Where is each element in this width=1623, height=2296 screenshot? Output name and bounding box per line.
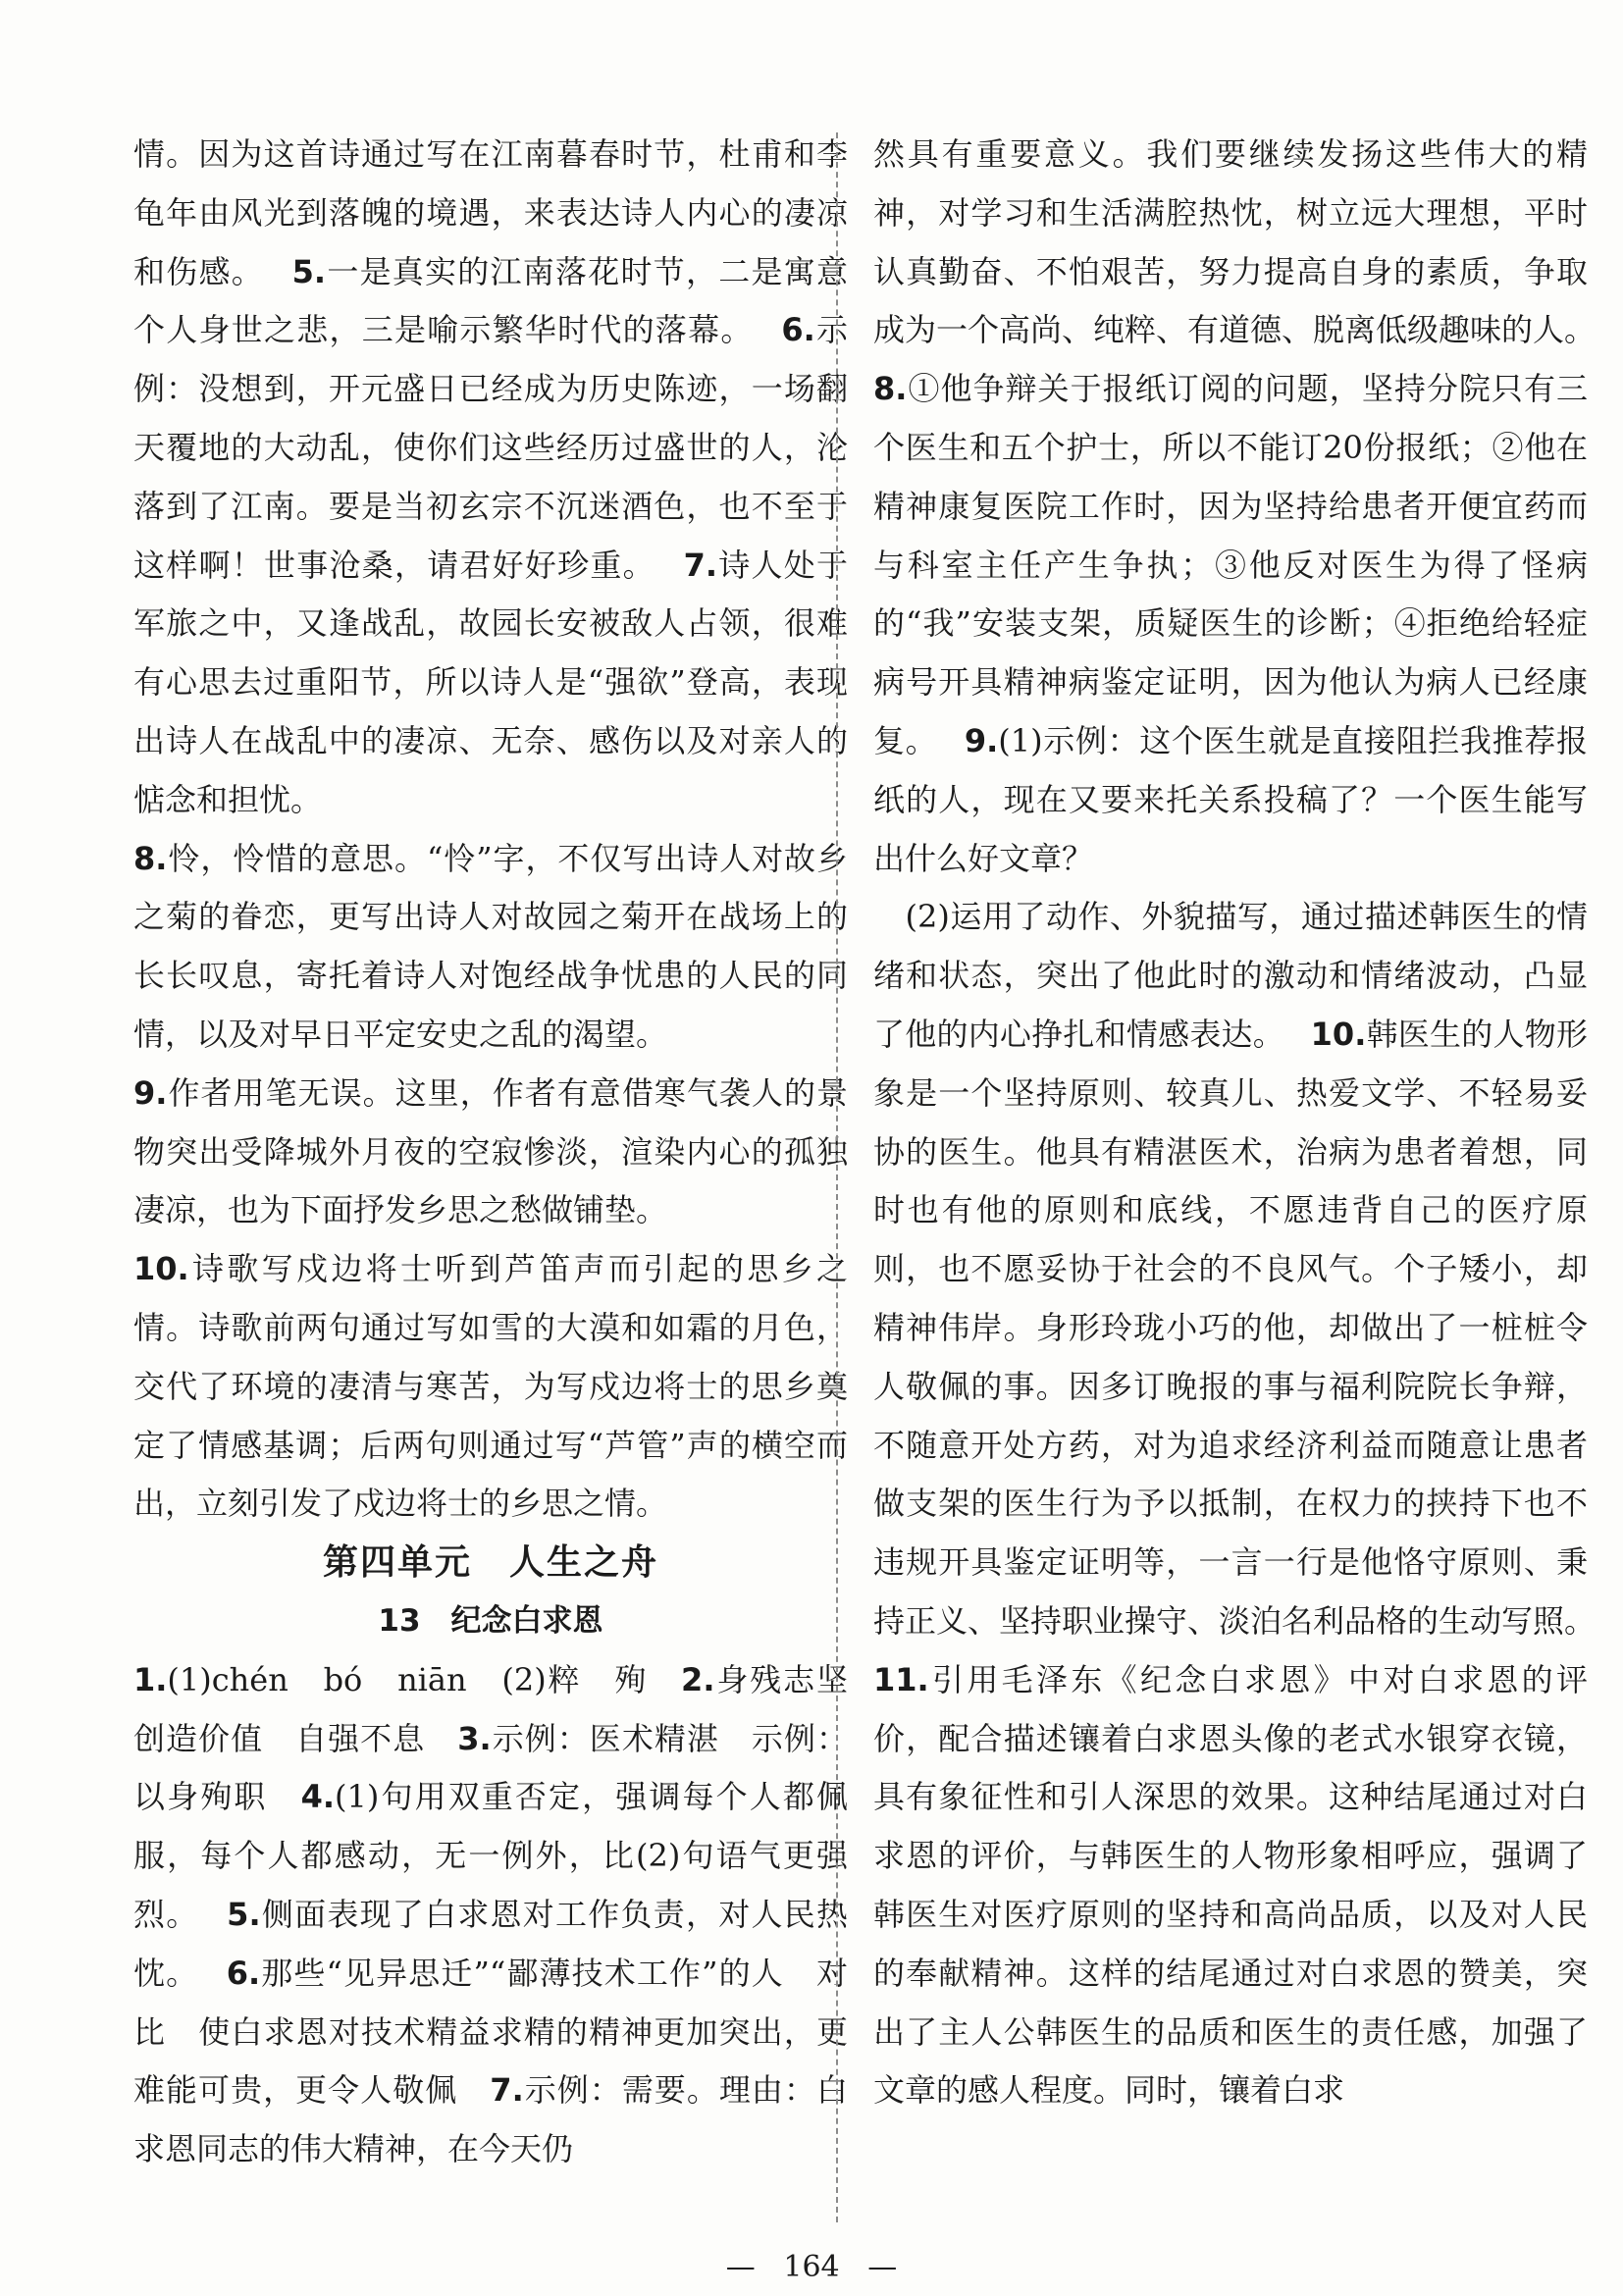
column-divider xyxy=(836,132,838,2222)
answer-paragraph: (2)运用了动作、外貌描写，通过描述韩医生的情绪和状态，突出了他此时的激动和情绪波动，凸显了他的内心挣扎和情感表达。 10.韩医生的人物形象是一个坚持原则、较真儿、热爱文学、不轻易妥协的医生。他具有精湛医术，治病为患者着想，同时也有他的原则和底线，不愿违背自己的医疗原则，也不愿妥协于社会的不良风气。个子矮小，却精神伟岸。身形玲珑小巧的他，却做出了一桩桩令人敬佩的事。因多订晚报的事与福利院院长争辩，不随意开处方药，对为追求经济利益而随意让患者做支架的医生行为予以抵制，在权力的挟持下也不违规开具鉴定证明等，一言一行是他恪守原则、秉持正义、坚持职业操守、淡泊名利品格的生动写照。 11.引用毛泽东《纪念白求恩》中对白求恩的评价，配合描述镶着白求恩头像的老式水银穿衣镜，具有象征性和引人深思的效果。这种结尾通过对白求恩的评价，与韩医生的人物形象相呼应，强调了韩医生对医疗原则的坚持和高尚品质，以及对人民的奉献精神。这样的结尾通过对白求恩的赞美，突出了主人公韩医生的品质和医生的责任感，加强了文章的感人程度。同时，镶着白求 xyxy=(873,898,1588,2110)
paragraph-continuation: 然具有重要意义。我们要继续发扬这些伟大的精神，对学习和生活满腔热忱，树立远大理想，平时认真勤奋、不怕艰苦，努力提高自身的素质，争取成为一个高尚、纯粹、有道德、脱离低级趣味的人。 8.①他争辩关于报纸订阅的问题，坚持分院只有三个医生和五个护士，所以不能订20份报纸；②他在精神康复医院工作时，因为坚持给患者开便宜药而与科室主任产生争执；③他反对医生为得了怪病的“我”安装支架，质疑医生的诊断；④拒绝给轻症病号开具精神病鉴定证明，因为他认为病人已经康复。 9.(1)示例：这个医生就是直接阻拦我推荐报纸的人，现在又要来托关系投稿了？一个医生能写出什么好文章？ xyxy=(873,135,1588,877)
paragraph-continuation: 情。因为这首诗通过写在江南暮春时节，杜甫和李龟年由风光到落魄的境遇，来表达诗人内心的凄凉和伤感。 5.一是真实的江南落花时节，二是寓意个人身世之悲，三是喻示繁华时代的落幕。 6.示例：没想到，开元盛日已经成为历史陈迹，一场翻天覆地的大动乱，使你们这些经历过盛世的人，沦落到了江南。要是当初玄宗不沉迷酒色，也不至于这样啊！世事沧桑，请君好好珍重。 7.诗人处于军旅之中，又逢战乱，故园长安被敌人占领，很难有心思去过重阳节，所以诗人是“强欲”登高，表现出诗人在战乱中的凄凉、无奈、感伤以及对亲人的惦念和担忧。 xyxy=(133,135,848,818)
answer-paragraph: 9.作者用笔无误。这里，作者有意借寒气袭人的景物突出受降城外月夜的空寂惨淡，渲染内心的孤独凄凉，也为下面抒发乡思之愁做铺垫。 xyxy=(133,1073,848,1229)
answer-number: 8. xyxy=(873,370,908,408)
lesson-title: 13 纪念白求恩 xyxy=(378,1602,603,1639)
answer-paragraph: 8.怜，怜惜的意思。“怜”字，不仅写出诗人对故乡之菊的眷恋，更写出诗人对故园之菊开在战场上的长长叹息，寄托着诗人对饱经战争忧患的人民的同情，以及对早日平定安史之乱的渴望。 xyxy=(133,839,848,1053)
answer-paragraph: 10.诗歌写戍边将士听到芦笛声而引起的思乡之情。诗歌前两句通过写如雪的大漠和如霜的月色，交代了环境的凄清与寒苦，为写戍边将士的思乡奠定了情感基调；后两句则通过写“芦管”声的横空而出，立刻引发了戍边将士的乡思之情。 xyxy=(133,1250,848,1523)
page-number: 164 xyxy=(783,2250,840,2284)
answer-number: 9. xyxy=(964,721,999,759)
unit-title: 第四单元 人生之舟 xyxy=(322,1542,658,1584)
page-footer: — 164 — xyxy=(725,2250,898,2284)
right-column xyxy=(873,126,1588,2120)
answer-number: 5. xyxy=(291,252,327,290)
answer-number: 6. xyxy=(781,311,815,349)
answer-number: 11. xyxy=(873,1660,929,1698)
left-column xyxy=(133,126,848,2179)
answer-number: 7. xyxy=(683,546,717,584)
answer-paragraph: 1.(1)chén bó niān (2)粹 殉 2.身残志坚创造价值 自强不息 3.示例：医术精湛 示例：以身殉职 4.(1)句用双重否定，强调每个人都佩服，每个人都感动，无一例外，比(2)句语气更强烈。 5.侧面表现了白求恩对工作负责，对人民热忱。 6.那些“见异思迁”“鄙薄技术工作”的人 对比 使白求恩对技术精益求精的精神更加突出，更难能可贵，更令人敬佩 7.示例：需要。理由：白求恩同志的伟大精神，在今天仍 xyxy=(133,1660,848,2168)
answer-number: 10. xyxy=(1310,1015,1367,1053)
